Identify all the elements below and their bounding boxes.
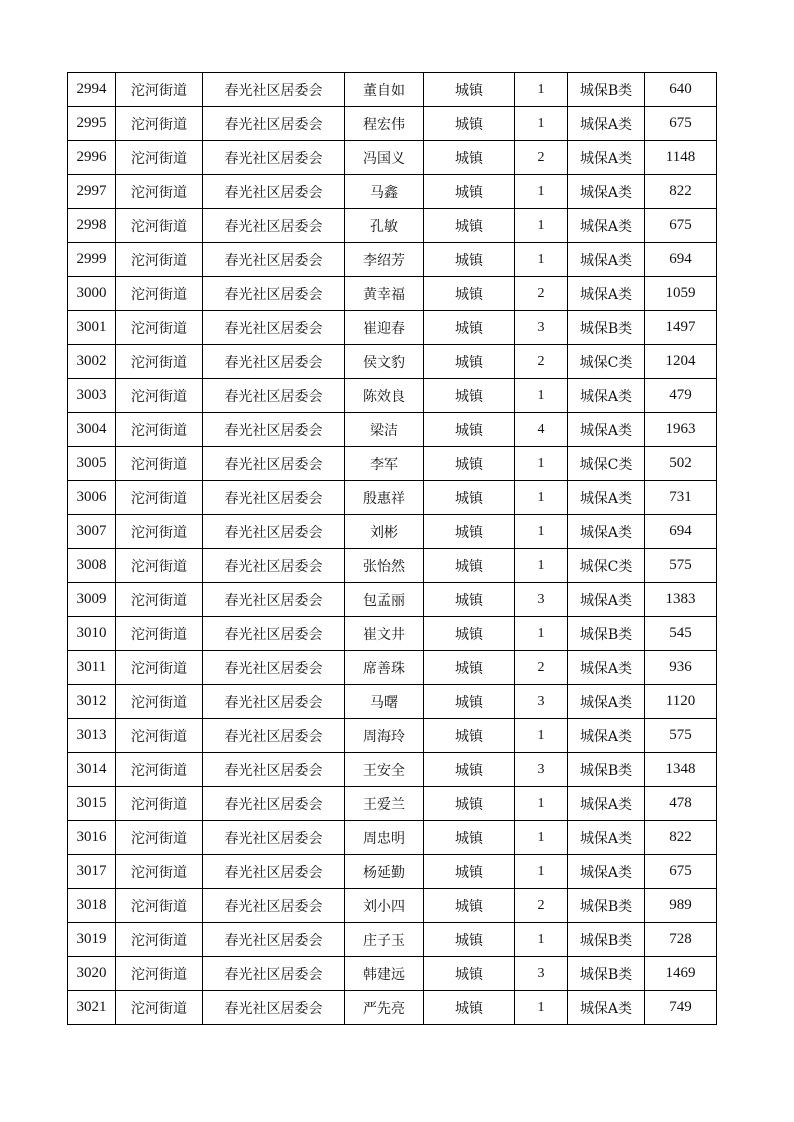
cell-household-count: 1 (515, 243, 568, 277)
cell-serial-number: 3000 (68, 277, 116, 311)
cell-committee: 春光社区居委会 (203, 73, 345, 107)
relief-roster-table (67, 72, 717, 1025)
cell-household-count: 1 (515, 719, 568, 753)
cell-street: 沱河街道 (116, 447, 203, 481)
cell-committee: 春光社区居委会 (203, 685, 345, 719)
cell-street: 沱河街道 (116, 549, 203, 583)
cell-street: 沱河街道 (116, 957, 203, 991)
table-row (68, 175, 717, 209)
cell-area-type: 城镇 (424, 549, 515, 583)
table-row (68, 583, 717, 617)
cell-amount: 822 (645, 175, 717, 209)
table-row (68, 821, 717, 855)
cell-area-type: 城镇 (424, 413, 515, 447)
cell-name: 黄幸福 (345, 277, 424, 311)
cell-name: 张怡然 (345, 549, 424, 583)
cell-committee: 春光社区居委会 (203, 277, 345, 311)
cell-household-count: 2 (515, 345, 568, 379)
cell-committee: 春光社区居委会 (203, 209, 345, 243)
cell-serial-number: 3009 (68, 583, 116, 617)
cell-area-type: 城镇 (424, 719, 515, 753)
cell-serial-number: 3014 (68, 753, 116, 787)
cell-amount: 694 (645, 515, 717, 549)
cell-street: 沱河街道 (116, 209, 203, 243)
cell-serial-number: 2995 (68, 107, 116, 141)
cell-street: 沱河街道 (116, 379, 203, 413)
cell-serial-number: 3021 (68, 991, 116, 1025)
cell-category: 城保B类 (568, 753, 645, 787)
cell-amount: 728 (645, 923, 717, 957)
table-row (68, 515, 717, 549)
cell-amount: 1497 (645, 311, 717, 345)
cell-committee: 春光社区居委会 (203, 583, 345, 617)
cell-household-count: 1 (515, 175, 568, 209)
cell-street: 沱河街道 (116, 617, 203, 651)
cell-committee: 春光社区居委会 (203, 481, 345, 515)
cell-household-count: 3 (515, 957, 568, 991)
cell-name: 王爱兰 (345, 787, 424, 821)
cell-serial-number: 2994 (68, 73, 116, 107)
cell-serial-number: 3005 (68, 447, 116, 481)
cell-name: 马曙 (345, 685, 424, 719)
cell-name: 庄子玉 (345, 923, 424, 957)
cell-area-type: 城镇 (424, 447, 515, 481)
cell-committee: 春光社区居委会 (203, 855, 345, 889)
cell-household-count: 2 (515, 651, 568, 685)
table-row (68, 413, 717, 447)
cell-category: 城保A类 (568, 481, 645, 515)
cell-committee: 春光社区居委会 (203, 991, 345, 1025)
table-row (68, 549, 717, 583)
cell-committee: 春光社区居委会 (203, 447, 345, 481)
cell-name: 程宏伟 (345, 107, 424, 141)
cell-name: 孔敏 (345, 209, 424, 243)
table-row (68, 719, 717, 753)
cell-household-count: 1 (515, 481, 568, 515)
cell-amount: 502 (645, 447, 717, 481)
cell-street: 沱河街道 (116, 413, 203, 447)
cell-category: 城保A类 (568, 719, 645, 753)
cell-category: 城保B类 (568, 889, 645, 923)
cell-serial-number: 3008 (68, 549, 116, 583)
cell-household-count: 1 (515, 107, 568, 141)
cell-name: 周忠明 (345, 821, 424, 855)
cell-category: 城保A类 (568, 991, 645, 1025)
table-row (68, 107, 717, 141)
table-row (68, 447, 717, 481)
cell-amount: 545 (645, 617, 717, 651)
cell-category: 城保A类 (568, 243, 645, 277)
cell-area-type: 城镇 (424, 209, 515, 243)
table-row (68, 651, 717, 685)
cell-category: 城保C类 (568, 549, 645, 583)
cell-serial-number: 2997 (68, 175, 116, 209)
cell-committee: 春光社区居委会 (203, 923, 345, 957)
cell-household-count: 1 (515, 447, 568, 481)
cell-amount: 1348 (645, 753, 717, 787)
cell-street: 沱河街道 (116, 481, 203, 515)
cell-name: 侯文豹 (345, 345, 424, 379)
cell-name: 严先亮 (345, 991, 424, 1025)
cell-area-type: 城镇 (424, 855, 515, 889)
cell-household-count: 1 (515, 209, 568, 243)
cell-amount: 749 (645, 991, 717, 1025)
cell-area-type: 城镇 (424, 175, 515, 209)
cell-committee: 春光社区居委会 (203, 719, 345, 753)
cell-area-type: 城镇 (424, 73, 515, 107)
cell-household-count: 1 (515, 617, 568, 651)
cell-name: 周海玲 (345, 719, 424, 753)
cell-amount: 1383 (645, 583, 717, 617)
cell-category: 城保A类 (568, 651, 645, 685)
cell-name: 崔迎春 (345, 311, 424, 345)
cell-committee: 春光社区居委会 (203, 175, 345, 209)
cell-area-type: 城镇 (424, 379, 515, 413)
cell-street: 沱河街道 (116, 719, 203, 753)
cell-amount: 675 (645, 107, 717, 141)
cell-name: 包孟丽 (345, 583, 424, 617)
cell-amount: 575 (645, 549, 717, 583)
table-row (68, 243, 717, 277)
cell-household-count: 2 (515, 889, 568, 923)
cell-category: 城保B类 (568, 957, 645, 991)
cell-committee: 春光社区居委会 (203, 617, 345, 651)
table-row (68, 481, 717, 515)
cell-name: 董自如 (345, 73, 424, 107)
cell-category: 城保A类 (568, 583, 645, 617)
cell-category: 城保B类 (568, 73, 645, 107)
table-row (68, 787, 717, 821)
cell-household-count: 1 (515, 379, 568, 413)
cell-area-type: 城镇 (424, 923, 515, 957)
cell-area-type: 城镇 (424, 277, 515, 311)
cell-committee: 春光社区居委会 (203, 243, 345, 277)
table-row (68, 73, 717, 107)
cell-serial-number: 3013 (68, 719, 116, 753)
cell-name: 李绍芳 (345, 243, 424, 277)
cell-area-type: 城镇 (424, 583, 515, 617)
cell-street: 沱河街道 (116, 73, 203, 107)
cell-street: 沱河街道 (116, 923, 203, 957)
cell-amount: 1963 (645, 413, 717, 447)
cell-category: 城保A类 (568, 413, 645, 447)
cell-committee: 春光社区居委会 (203, 107, 345, 141)
cell-category: 城保B类 (568, 923, 645, 957)
cell-street: 沱河街道 (116, 685, 203, 719)
cell-street: 沱河街道 (116, 821, 203, 855)
cell-household-count: 3 (515, 311, 568, 345)
cell-area-type: 城镇 (424, 141, 515, 175)
cell-name: 刘小四 (345, 889, 424, 923)
cell-name: 殷惠祥 (345, 481, 424, 515)
cell-area-type: 城镇 (424, 991, 515, 1025)
cell-household-count: 3 (515, 583, 568, 617)
cell-serial-number: 3017 (68, 855, 116, 889)
cell-category: 城保A类 (568, 379, 645, 413)
cell-amount: 675 (645, 209, 717, 243)
cell-area-type: 城镇 (424, 243, 515, 277)
cell-category: 城保B类 (568, 311, 645, 345)
cell-serial-number: 3020 (68, 957, 116, 991)
cell-name: 李军 (345, 447, 424, 481)
cell-street: 沱河街道 (116, 651, 203, 685)
cell-serial-number: 3007 (68, 515, 116, 549)
cell-household-count: 3 (515, 753, 568, 787)
cell-serial-number: 3015 (68, 787, 116, 821)
table-row (68, 345, 717, 379)
cell-area-type: 城镇 (424, 515, 515, 549)
cell-category: 城保B类 (568, 617, 645, 651)
cell-serial-number: 3006 (68, 481, 116, 515)
cell-committee: 春光社区居委会 (203, 141, 345, 175)
cell-area-type: 城镇 (424, 889, 515, 923)
cell-serial-number: 3018 (68, 889, 116, 923)
cell-serial-number: 3001 (68, 311, 116, 345)
cell-amount: 1469 (645, 957, 717, 991)
cell-street: 沱河街道 (116, 889, 203, 923)
cell-serial-number: 2998 (68, 209, 116, 243)
cell-committee: 春光社区居委会 (203, 345, 345, 379)
cell-category: 城保A类 (568, 855, 645, 889)
cell-street: 沱河街道 (116, 141, 203, 175)
cell-committee: 春光社区居委会 (203, 889, 345, 923)
cell-area-type: 城镇 (424, 311, 515, 345)
cell-amount: 1148 (645, 141, 717, 175)
cell-street: 沱河街道 (116, 855, 203, 889)
cell-amount: 731 (645, 481, 717, 515)
table-row (68, 379, 717, 413)
cell-household-count: 1 (515, 549, 568, 583)
cell-committee: 春光社区居委会 (203, 311, 345, 345)
table-row (68, 311, 717, 345)
cell-committee: 春光社区居委会 (203, 821, 345, 855)
cell-household-count: 2 (515, 141, 568, 175)
cell-household-count: 3 (515, 685, 568, 719)
cell-category: 城保A类 (568, 141, 645, 175)
cell-name: 梁洁 (345, 413, 424, 447)
table-body (68, 73, 717, 1025)
cell-area-type: 城镇 (424, 651, 515, 685)
cell-amount: 1059 (645, 277, 717, 311)
cell-amount: 1120 (645, 685, 717, 719)
table-row (68, 991, 717, 1025)
cell-category: 城保A类 (568, 209, 645, 243)
cell-area-type: 城镇 (424, 787, 515, 821)
cell-name: 杨延勤 (345, 855, 424, 889)
cell-area-type: 城镇 (424, 107, 515, 141)
table-row (68, 957, 717, 991)
cell-area-type: 城镇 (424, 345, 515, 379)
cell-amount: 822 (645, 821, 717, 855)
cell-street: 沱河街道 (116, 345, 203, 379)
cell-street: 沱河街道 (116, 175, 203, 209)
cell-amount: 479 (645, 379, 717, 413)
cell-area-type: 城镇 (424, 617, 515, 651)
cell-street: 沱河街道 (116, 515, 203, 549)
cell-serial-number: 3002 (68, 345, 116, 379)
cell-serial-number: 3004 (68, 413, 116, 447)
cell-area-type: 城镇 (424, 821, 515, 855)
cell-serial-number: 2996 (68, 141, 116, 175)
cell-street: 沱河街道 (116, 787, 203, 821)
cell-street: 沱河街道 (116, 583, 203, 617)
table-row (68, 923, 717, 957)
cell-category: 城保A类 (568, 787, 645, 821)
cell-committee: 春光社区居委会 (203, 549, 345, 583)
cell-name: 刘彬 (345, 515, 424, 549)
cell-committee: 春光社区居委会 (203, 957, 345, 991)
cell-category: 城保A类 (568, 821, 645, 855)
cell-household-count: 1 (515, 923, 568, 957)
cell-name: 王安全 (345, 753, 424, 787)
cell-amount: 575 (645, 719, 717, 753)
cell-name: 陈效良 (345, 379, 424, 413)
cell-category: 城保A类 (568, 277, 645, 311)
cell-committee: 春光社区居委会 (203, 515, 345, 549)
cell-household-count: 2 (515, 277, 568, 311)
table-row (68, 889, 717, 923)
cell-serial-number: 3011 (68, 651, 116, 685)
cell-amount: 694 (645, 243, 717, 277)
table-row (68, 855, 717, 889)
cell-household-count: 1 (515, 855, 568, 889)
cell-area-type: 城镇 (424, 753, 515, 787)
table-row (68, 753, 717, 787)
cell-amount: 675 (645, 855, 717, 889)
cell-serial-number: 3003 (68, 379, 116, 413)
cell-household-count: 4 (515, 413, 568, 447)
cell-name: 席善珠 (345, 651, 424, 685)
cell-street: 沱河街道 (116, 277, 203, 311)
cell-household-count: 1 (515, 787, 568, 821)
cell-committee: 春光社区居委会 (203, 379, 345, 413)
cell-amount: 640 (645, 73, 717, 107)
cell-category: 城保C类 (568, 447, 645, 481)
cell-street: 沱河街道 (116, 107, 203, 141)
table-row (68, 209, 717, 243)
cell-name: 冯国义 (345, 141, 424, 175)
cell-committee: 春光社区居委会 (203, 413, 345, 447)
cell-category: 城保A类 (568, 515, 645, 549)
cell-serial-number: 3012 (68, 685, 116, 719)
cell-household-count: 1 (515, 991, 568, 1025)
cell-household-count: 1 (515, 73, 568, 107)
cell-household-count: 1 (515, 515, 568, 549)
cell-serial-number: 3016 (68, 821, 116, 855)
cell-household-count: 1 (515, 821, 568, 855)
cell-serial-number: 3010 (68, 617, 116, 651)
cell-area-type: 城镇 (424, 481, 515, 515)
cell-name: 崔文井 (345, 617, 424, 651)
table-row (68, 685, 717, 719)
cell-name: 马鑫 (345, 175, 424, 209)
cell-street: 沱河街道 (116, 311, 203, 345)
cell-amount: 478 (645, 787, 717, 821)
cell-street: 沱河街道 (116, 991, 203, 1025)
cell-area-type: 城镇 (424, 685, 515, 719)
table-row (68, 277, 717, 311)
cell-committee: 春光社区居委会 (203, 753, 345, 787)
cell-committee: 春光社区居委会 (203, 651, 345, 685)
cell-street: 沱河街道 (116, 243, 203, 277)
cell-amount: 989 (645, 889, 717, 923)
cell-amount: 936 (645, 651, 717, 685)
cell-area-type: 城镇 (424, 957, 515, 991)
cell-amount: 1204 (645, 345, 717, 379)
cell-category: 城保C类 (568, 345, 645, 379)
cell-category: 城保A类 (568, 175, 645, 209)
cell-category: 城保A类 (568, 107, 645, 141)
cell-committee: 春光社区居委会 (203, 787, 345, 821)
cell-name: 韩建远 (345, 957, 424, 991)
cell-serial-number: 3019 (68, 923, 116, 957)
table-row (68, 141, 717, 175)
cell-category: 城保A类 (568, 685, 645, 719)
cell-serial-number: 2999 (68, 243, 116, 277)
table-row (68, 617, 717, 651)
cell-street: 沱河街道 (116, 753, 203, 787)
